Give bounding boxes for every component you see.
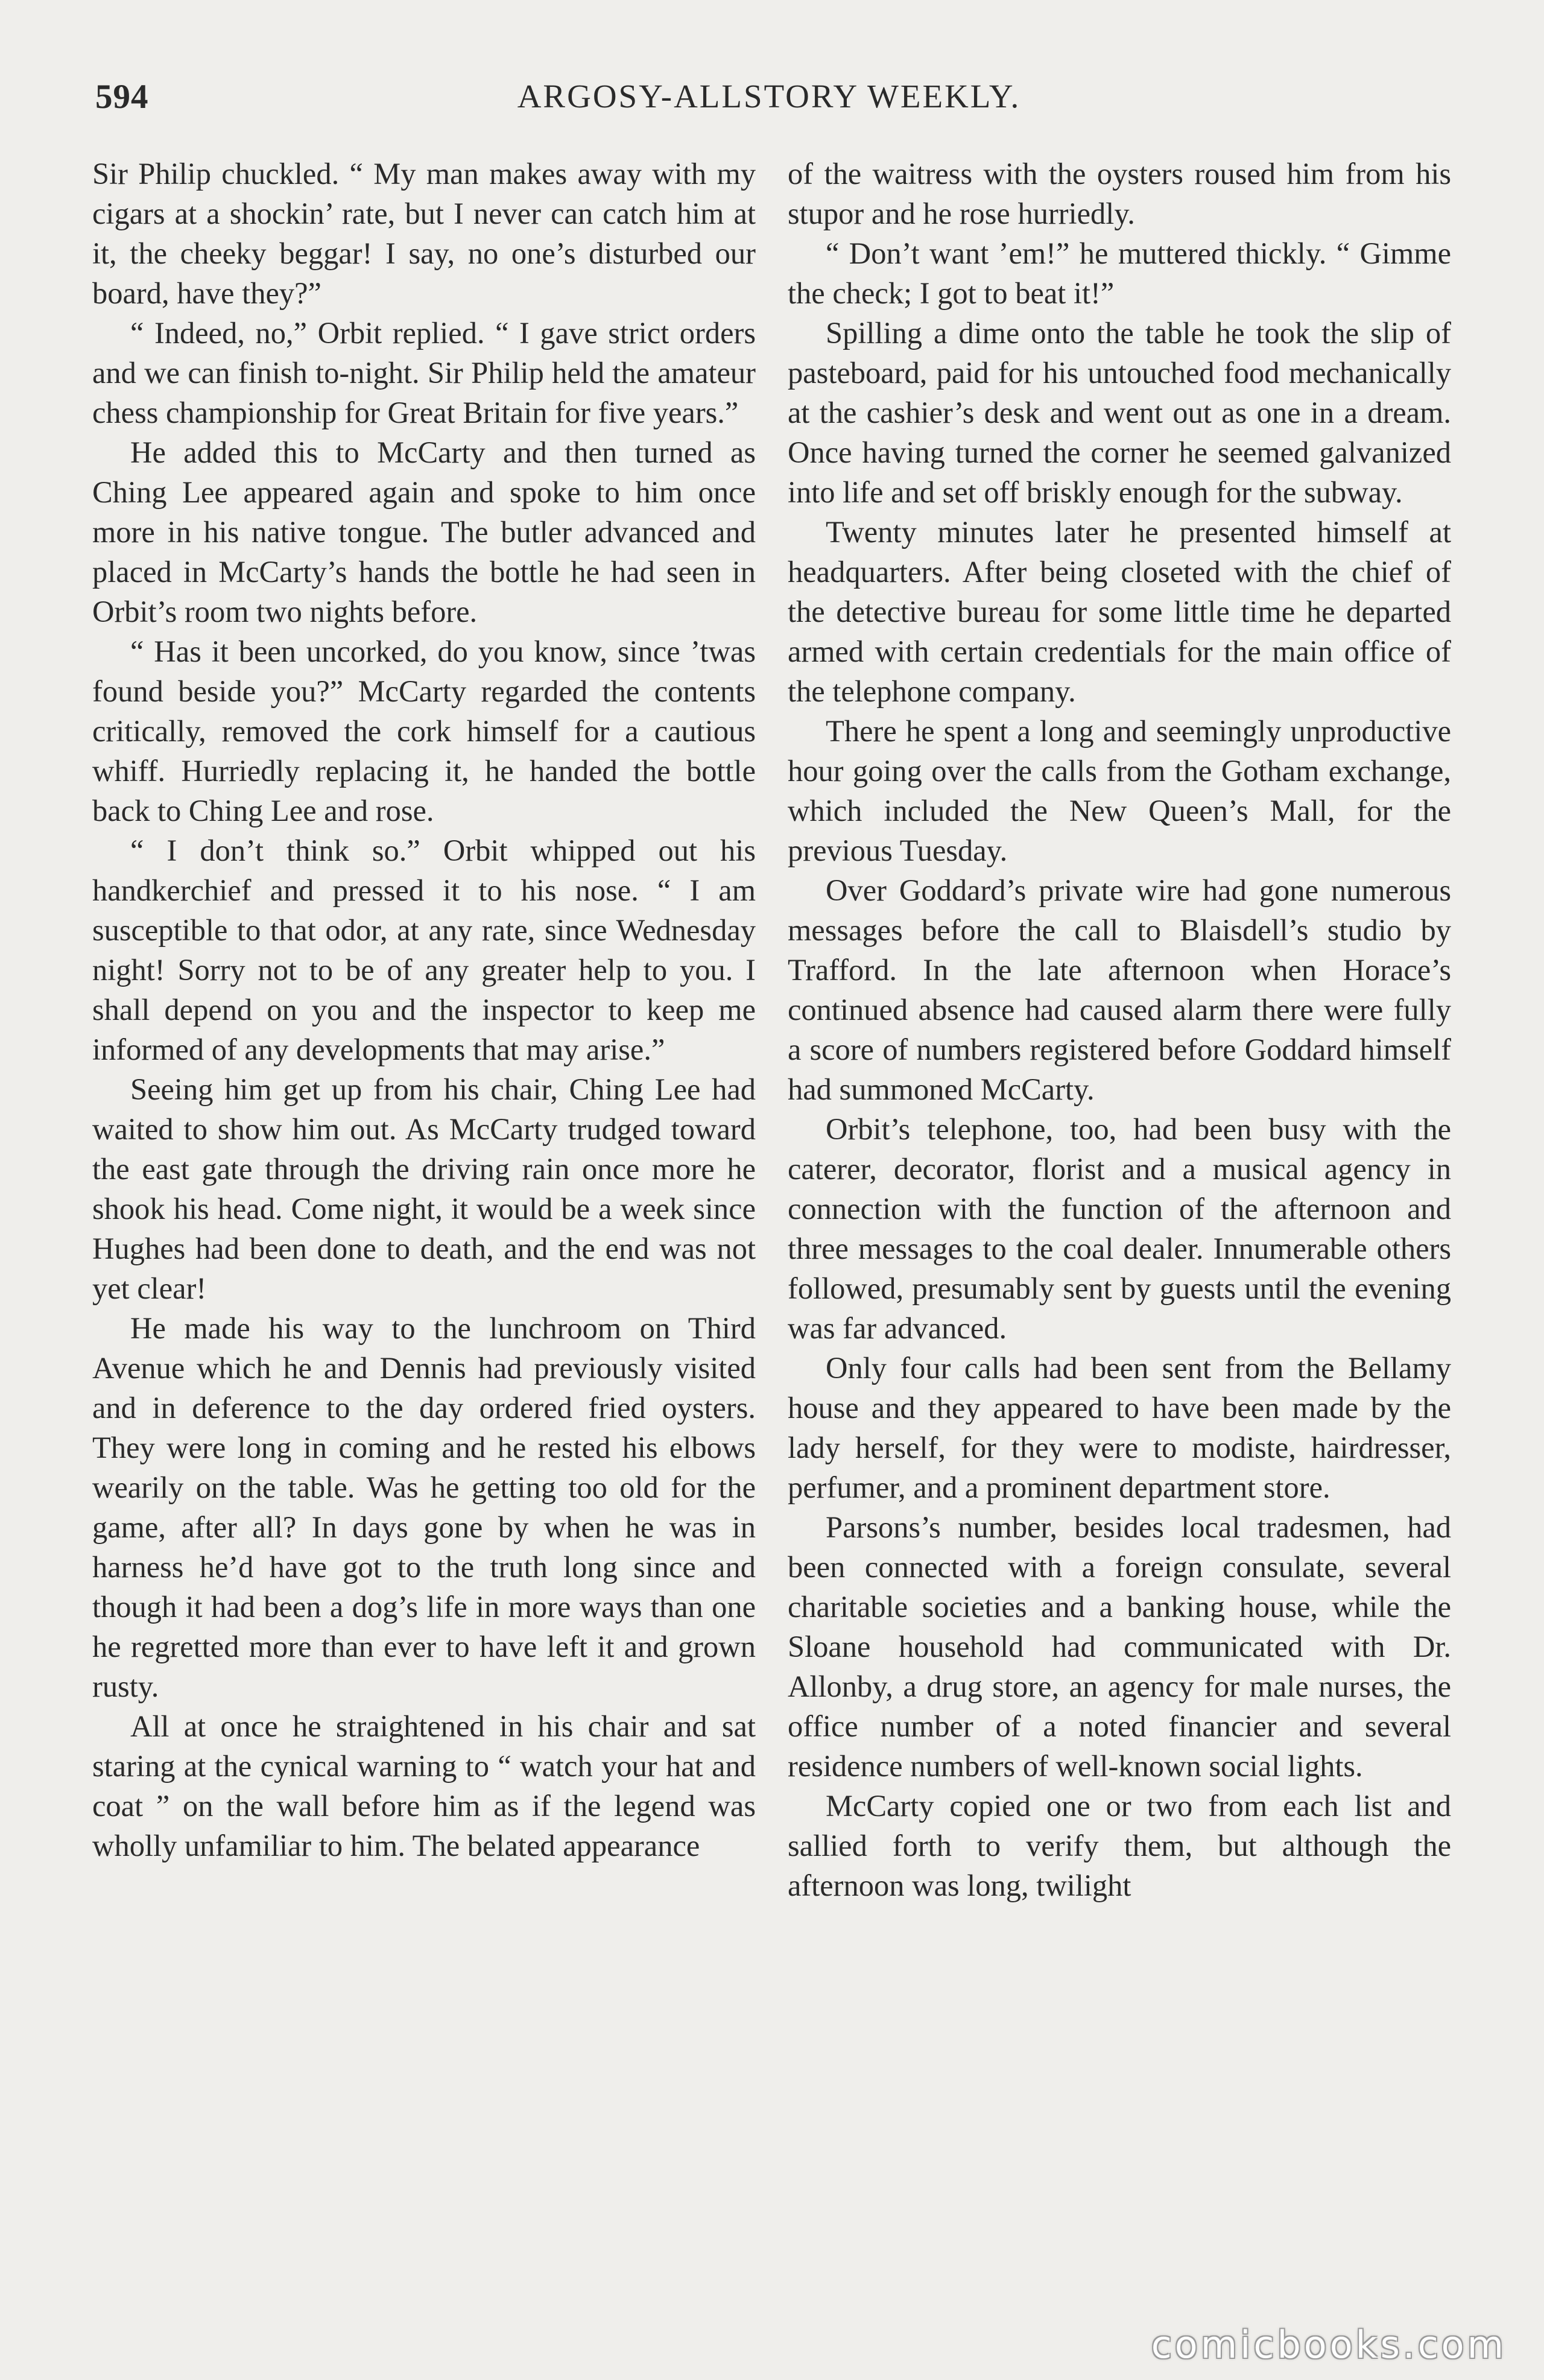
paragraph: Spilling a dime onto the table he took the slip of pasteboard, paid for his untouched food mechanically at the cashier’s desk and went out as one in a dream. Once having turned the corner he seemed galvanized into life and set off briskly enough for the subway. [788,316,1451,509]
paragraph: Only four calls had been sent from the Bellamy house and they appeared to have been made by the lady herself, for they were to modiste, hairdresser, perfumer, and a prominent department store. [788,1351,1451,1504]
paragraph: Orbit’s telephone, too, had been busy with the caterer, decorator, florist and a musical agency in connection with the function of the afternoon and three messages to the coal dealer. Innumerable others followed, presumably sent by guests until the evening was far advanced. [788,1112,1451,1345]
paragraph: All at once he straightened in his chair and sat staring at the cynical warning to “ watch your hat and coat ” on the wall before him as if the legend was wholly unfamiliar to him. The belated appearance [92,1709,756,1863]
paragraph: There he spent a long and seemingly unproductive hour going over the calls from the Gotham exchange, which included the New Queen’s Mall, for the previous Tuesday. [788,714,1451,867]
paragraph: Parsons’s number, besides local tradesmen, had been connected with a foreign consulate, several charitable societies and a banking house, while the Sloane household had communicated with Dr. Allonby, a drug store, an agency for male nurses, the office number of a noted financier and several residence numbers of well-known social lights. [788,1510,1451,1783]
paragraph: McCarty copied one or two from each list and sallied forth to verify them, but although the afternoon was long, twilight [788,1789,1451,1902]
page-title: ARGOSY-ALLSTORY WEEKLY. [517,78,1021,115]
paragraph: He added this to McCarty and then turned as Ching Lee appeared again and spoke to him once more in his native tongue. The butler advanced and placed in McCarty’s hands the bottle he had seen in Orbit’s room two nights before. [92,435,756,628]
paragraph: Seeing him get up from his chair, Ching Lee had waited to show him out. As McCarty trudged toward the east gate through the driving rain once more he shook his head. Come night, it would be a week since Hughes had been done to death, and the end was not yet clear! [92,1072,756,1305]
paragraph: Over Goddard’s private wire had gone numerous messages before the call to Blaisdell’s studio by Trafford. In the late afternoon when Horace’s continued absence had caused alarm there were fully a score of numbers registered before Goddard himself had summoned McCarty. [788,873,1451,1106]
paragraph: “ I don’t think so.” Orbit whipped out his handkerchief and pressed it to his nose. “ I am susceptible to that odor, at any rate, since Wednesday night! Sorry not to be of any greater help to you. I shall depend on you and the inspector to keep me informed of any developments that may arise.” [92,834,756,1066]
page-number: 594 [95,78,149,116]
paragraph: He made his way to the lunchroom on Third Avenue which he and Dennis had previously visited and in deference to the day ordered fried oysters. They were long in coming and he rested his elbows wearily on the table. Was he getting too old for the game, after all? In days gone by when he was in harness he’d have got to the truth long since and though it had been a dog’s life in more ways than one he regretted more than ever to have left it and grown rusty. [92,1311,756,1703]
paragraph: Sir Philip chuckled. “ My man makes away with my cigars at a shockin’ rate, but I never can catch him at it, the cheeky beggar! I say, no one’s disturbed our board, have they?” [92,157,756,310]
paragraph: “ Don’t want ’em!” he muttered thickly. “ Gimme the check; I got to beat it!” [788,236,1451,310]
paragraph: of the waitress with the oysters roused him from his stupor and he rose hurriedly. [788,157,1451,230]
right-column [788,154,1451,1905]
left-column [92,154,756,1866]
paragraph: “ Indeed, no,” Orbit replied. “ I gave strict orders and we can finish to-night. Sir Philip held the amateur chess championship for Great Britain for five years.” [92,316,756,429]
page-header [90,77,1448,131]
site-watermark: comicbooks.com [1151,2323,1507,2367]
paragraph: Twenty minutes later he presented himself at headquarters. After being closeted with the chief of the detective bureau for some little time he departed armed with certain credentials for the main office of the telephone company. [788,515,1451,708]
paragraph: “ Has it been uncorked, do you know, since ’twas found beside you?” McCarty regarded the contents critically, removed the cork himself for a cautious whiff. Hurriedly replacing it, he handed the bottle back to Ching Lee and rose. [92,635,756,828]
